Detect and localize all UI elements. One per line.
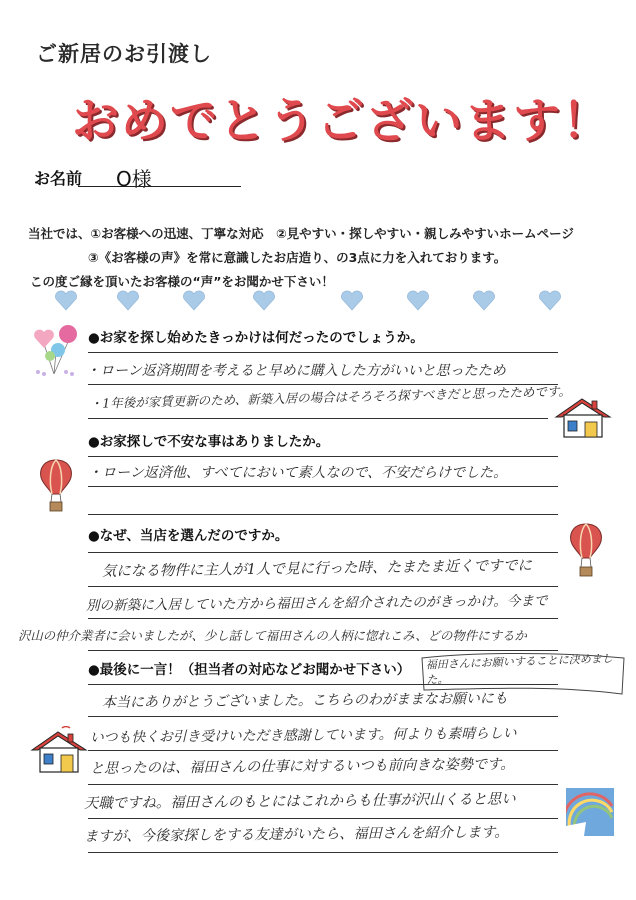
- answer-rule: [88, 552, 558, 553]
- answer-rule: [88, 456, 558, 457]
- hot-air-balloon-icon: [36, 458, 76, 514]
- answer-rule: [88, 586, 558, 587]
- question-3-answer-2: 別の新築に入居していた方から福田さんを紹介されたのがきっかけ。今まで: [85, 593, 548, 614]
- name-label: お名前: [34, 169, 83, 188]
- question-3-answer-1: 気になる物件に主人が1人で見に行った時、たまたま近くですでに: [101, 557, 533, 581]
- heart-icon: [253, 291, 274, 310]
- balloon-bouquet-icon: [30, 322, 82, 378]
- heart-icon: [473, 291, 494, 310]
- answer-rule: [88, 352, 558, 353]
- answer-rule: [88, 486, 558, 487]
- heart-icon: [55, 291, 76, 310]
- question-3-label: ●なぜ、当店を選んだのですか。: [88, 528, 289, 544]
- question-4-label: ●最後に一言！（担当者の対応などお聞かせ下さい）: [88, 662, 411, 678]
- answer-rule: [88, 750, 558, 751]
- heart-icon: [539, 291, 560, 310]
- question-1-answer-2: ・1年後が家賃更新のため、新築入居の場合はそろそろ探すべきだと思ったためです。: [89, 383, 572, 412]
- intro-line-3: この度ご縁を頂いたお客様の“声”をお聞かせ下さい！: [30, 274, 334, 289]
- answer-rule: [88, 684, 558, 685]
- answer-rule: [88, 818, 558, 819]
- intro-line-1: 当社では、①お客様への迅速、丁寧な対応 ②見やすい・探しやすい・親しみやすいホームページ: [28, 226, 574, 241]
- question-4-answer-4: 天職ですね。福田さんのもとにはこれからも仕事が沢山くると思い: [83, 791, 516, 813]
- question-4-answer-3: と思ったのは、福田さんの仕事に対するいつも前向きな姿勢です。: [89, 756, 515, 778]
- rainbow-icon: [566, 788, 614, 836]
- intro-line-2: ③《お客様の声》を常に意識したお店造り、の3点に力を入れております。: [88, 250, 507, 265]
- question-1-label: ●お家を探し始めたきっかけは何だったのでしょうか。: [88, 330, 424, 346]
- answer-rule: [88, 514, 558, 515]
- name-underline: [78, 186, 241, 187]
- heart-icon: [407, 291, 428, 310]
- customer-name: O様: [116, 167, 152, 191]
- question-4-answer-5: ますが、今後家探しをする友達がいたら、福田さんを紹介します。: [83, 824, 509, 846]
- hearts-row: [54, 290, 574, 312]
- question-2-answer-1: ・ローン返済他、すべてにおいて素人なので、不安だらけでした。: [88, 465, 508, 481]
- answer-rule: [88, 716, 558, 717]
- hot-air-balloon-icon: [566, 522, 606, 580]
- page-title: おめでとうございます！: [72, 94, 611, 149]
- heart-icon: [341, 291, 362, 310]
- answer-rule: [88, 618, 558, 619]
- house-icon: [28, 726, 90, 778]
- heart-icon: [117, 291, 138, 310]
- question-2-label: ●お家探しで不安な事はありましたか。: [88, 434, 330, 450]
- question-1-answer-1: ・ローン返済期間を考えると早めに購入した方がいいと思ったため: [86, 363, 506, 379]
- question-4-answer-2: いつも快くお引き受けいただき感謝しています。何よりも素晴らしい: [89, 725, 517, 746]
- answer-rule: [88, 852, 558, 853]
- heart-icon: [183, 291, 204, 310]
- answer-rule: [88, 418, 548, 419]
- question-3-answer-3: 沢山の仲介業者に会いましたが、少し話して福田さんの人柄に惚れこみ、どの物件にするか: [18, 628, 527, 643]
- question-3-aside-note: 福田さんにお願いすることに決めました。: [425, 651, 613, 687]
- subtitle: ご新居のお引渡し: [36, 42, 212, 66]
- house-icon: [552, 395, 614, 441]
- question-4-answer-1: 本当にありがとうございました。こちらのわがままなお願いにも: [101, 690, 508, 712]
- answer-rule: [88, 784, 558, 785]
